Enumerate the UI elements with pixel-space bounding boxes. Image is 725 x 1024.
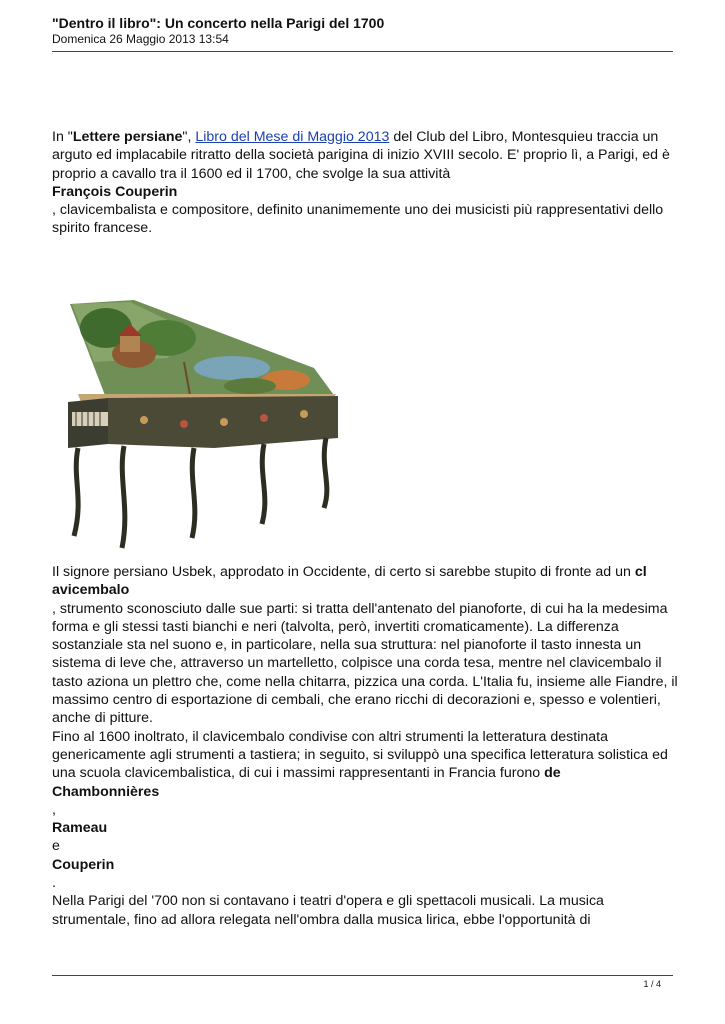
conjunction-e: e bbox=[52, 838, 60, 855]
intro-text-2: ", bbox=[182, 129, 196, 145]
header-divider bbox=[52, 51, 673, 52]
document-title: "Dentro il libro": Un concerto nella Parigi del 1700 bbox=[52, 15, 385, 31]
intro-text-1: In " bbox=[52, 129, 73, 145]
composer-de: de bbox=[544, 765, 561, 782]
main-text-3: Fino al 1600 inoltrato, il clavicembalo condivise con altri strumenti la letteratura destinata genericamente agli strumenti a tastiera; in seguito, si sviluppò una specifica letteratura solistica ed una scuola clavicembalistica, di cui i massimi rappresentanti in Francia furono bbox=[52, 728, 668, 782]
separator-dot: . bbox=[52, 875, 56, 892]
intro-text-4: , clavicembalista e compositore, definito unanimemente uno dei musicisti più rappresentativi dello spirito francese. bbox=[52, 202, 664, 237]
composer-rameau: Rameau bbox=[52, 820, 108, 837]
intro-paragraph bbox=[52, 128, 682, 238]
main-text-2: , strumento sconosciuto dalle sue parti: si tratta dell'antenato del pianoforte, di cui ha la medesima forma e gli stessi tasti bianchi e neri (talvolta, però, invertiti cromaticamente). La differenza sostanziale sta nel suono e, in particolare, nella sua struttura: nel pianoforte il tasto innesta un sistema di leve che, attraverso un martelletto, colpisce una corda tesa, mentre nel clavicembalo il tasto aziona un plettro che, come nella chitarra, pizzica una corda. L'Italia fu, insieme alle Fiandre, il massimo centro di esportazione di cembali, che erano ricchi di decorazioni e, spesso e volentieri, anche di pitture. bbox=[52, 600, 678, 727]
document-date: Domenica 26 Maggio 2013 13:54 bbox=[52, 32, 229, 46]
separator-comma: , bbox=[52, 801, 56, 818]
book-of-month-link[interactable]: Libro del Mese di Maggio 2013 bbox=[195, 129, 390, 145]
composer-chambonnieres: Chambonnières bbox=[52, 783, 160, 800]
main-text-4: Nella Parigi del '700 non si contavano i teatri d'opera e gli spettacoli musicali. La musica strumentale, fino ad allora relegata nell'ombra dalla musica lirica, ebbe l'opportunità di bbox=[52, 893, 604, 928]
book-title: Lettere persiane bbox=[72, 129, 183, 145]
composer-name: François Couperin bbox=[52, 183, 178, 200]
harpsichord-image bbox=[64, 298, 346, 560]
keyword-clavicembalo-b: avicembalo bbox=[52, 582, 130, 599]
keyword-clavicembalo-a: cl bbox=[634, 564, 647, 580]
page-number: 1 / 4 bbox=[643, 979, 661, 989]
main-paragraph bbox=[52, 563, 682, 929]
main-text-1: Il signore persiano Usbek, approdato in Occidente, di certo si sarebbe stupito di fronte ad un bbox=[52, 564, 635, 580]
composer-couperin: Couperin bbox=[52, 856, 115, 873]
intro-text-3: del Club del Libro, Montesquieu traccia un arguto ed implacabile ritratto della società parigina di inizio XVIII secolo. E' proprio lì, a Parigi, ed è proprio a cavallo tra il 1600 ed il 1700, che svolge la sua attività bbox=[52, 129, 670, 182]
footer-divider bbox=[52, 975, 673, 976]
